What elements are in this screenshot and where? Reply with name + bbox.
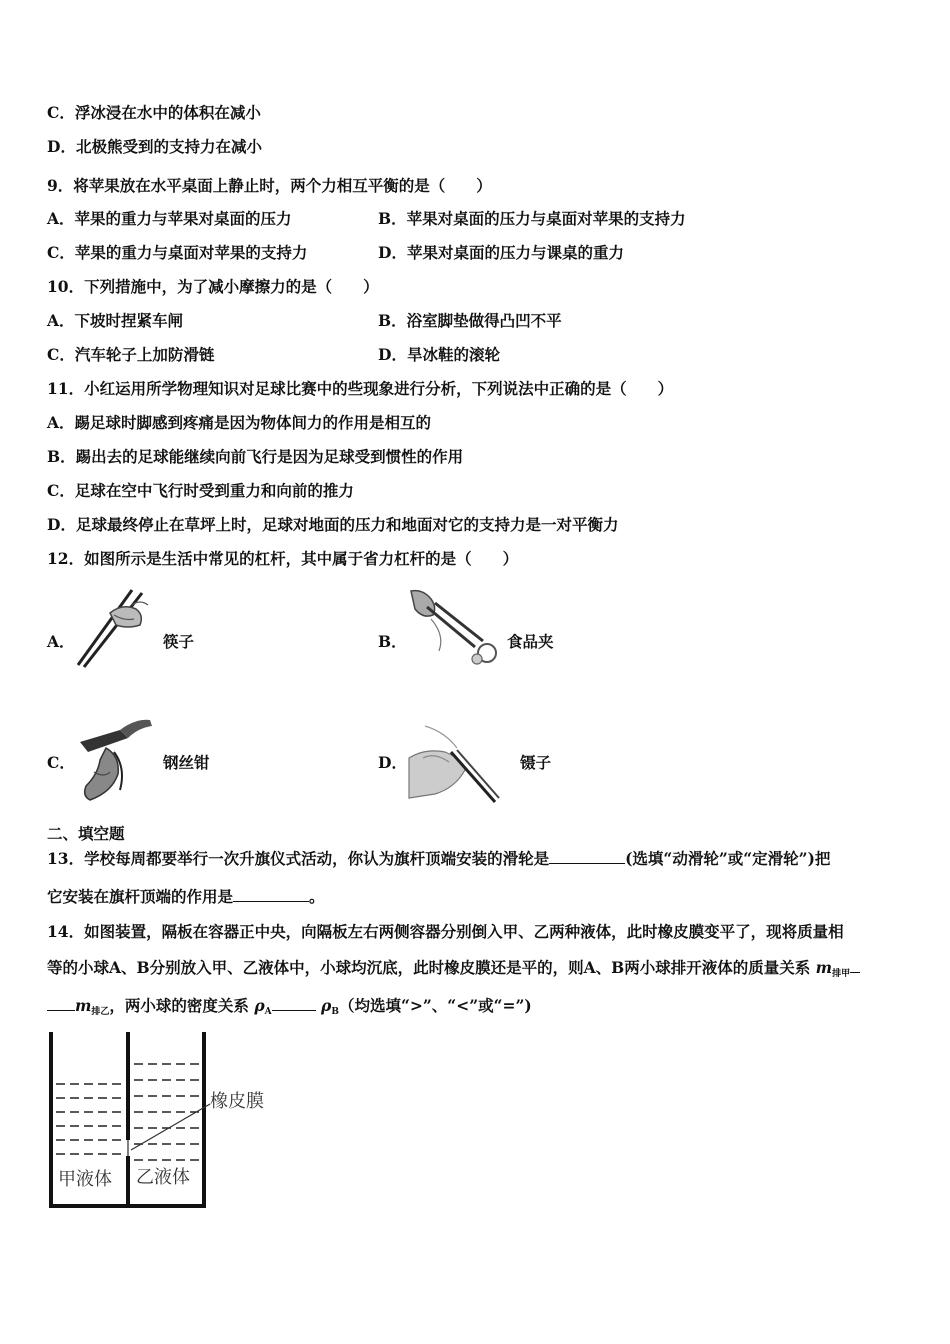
q12-option-d-letter: D． (378, 753, 407, 772)
q10-option-c: C．汽车轮子上加防滑链 (47, 345, 215, 364)
q9-option-b: B．苹果对桌面的压力与桌面对苹果的支持力 (378, 209, 686, 228)
q9-option-a: A．苹果的重力与苹果对桌面的压力 (47, 209, 292, 228)
q14-rho-b: ρ (321, 996, 332, 1015)
q9-option-d: D．苹果对桌面的压力与课桌的重力 (378, 243, 624, 262)
q13-text-4: 。 (309, 887, 325, 906)
q8-option-c: C．浮冰浸在水中的体积在减小 (47, 103, 261, 122)
q12-option-b-letter: B． (378, 632, 407, 651)
q14-m-yi: m (75, 996, 92, 1015)
label-liquid-jia: 甲液体 (58, 1169, 112, 1190)
q11-stem: 11．小红运用所学物理知识对足球比赛中的些现象进行分析，下列说法中正确的是（ ） (47, 379, 674, 398)
q14-m-jia: m (815, 958, 833, 977)
q13-line2 (47, 887, 325, 907)
food-tongs-image (405, 585, 500, 675)
q14-text-3: （均选填“>”、“<”或“=”) (338, 996, 532, 1015)
q14-blank-1a[interactable] (850, 958, 860, 973)
label-membrane: 橡皮膜 (210, 1091, 264, 1112)
q14-rho-a: ρ (254, 996, 265, 1015)
q11-option-c: C．足球在空中飞行时受到重力和向前的推力 (47, 481, 354, 500)
q14-text-1: 等的小球A、B分别放入甲、乙液体中，小球均沉底，此时橡皮膜还是平的，则A、B两小球排开液体的质量关系 (47, 958, 811, 977)
q12-option-c-label: 钢丝钳 (163, 753, 210, 772)
q10-option-a: A．下坡时捏紧车闸 (47, 311, 184, 330)
q13-line1 (47, 849, 830, 869)
q13-blank-2[interactable] (233, 887, 309, 902)
q14-blank-2[interactable] (272, 996, 316, 1011)
q14-blank-1b[interactable] (47, 996, 75, 1011)
q10-option-b: B．浴室脚垫做得凸凹不平 (378, 311, 562, 330)
q9-option-c: C．苹果的重力与桌面对苹果的支持力 (47, 243, 308, 262)
q14-line2 (47, 958, 860, 984)
q14-text-2: ，两小球的密度关系 (109, 996, 249, 1015)
q12-option-c-letter: C． (47, 753, 75, 772)
q13-text-3: 它安装在旗杆顶端的作用是 (47, 887, 234, 906)
chopsticks-image (70, 585, 155, 670)
q14-line3 (47, 996, 532, 1022)
q14-sub-jia: 排甲 (832, 969, 851, 979)
q13-blank-1[interactable] (549, 849, 625, 864)
q13-text-2: (选填“动滑轮”或“定滑轮”)把 (625, 849, 831, 868)
q12-option-a-letter: A． (47, 632, 75, 651)
q10-option-d: D．旱冰鞋的滚轮 (378, 345, 500, 364)
container-diagram (44, 1030, 284, 1215)
q12-option-d-label: 镊子 (520, 753, 552, 772)
q13-text-1: 13．学校每周都要举行一次升旗仪式活动，你认为旗杆顶端安装的滑轮是 (47, 849, 550, 868)
q14-sub-b: B (331, 1007, 339, 1017)
q14-line1: 14．如图装置，隔板在容器正中央，向隔板左右两侧容器分别倒入甲、乙两种液体，此时橡皮膜变平了，现将质量相 (47, 922, 844, 941)
q12-stem: 12．如图所示是生活中常见的杠杆，其中属于省力杠杆的是（ ） (47, 549, 519, 568)
q14-sub-a: A (264, 1007, 272, 1017)
q14-sub-yi: 排乙 (91, 1007, 110, 1017)
q11-option-b: B．踢出去的足球能继续向前飞行是因为足球受到惯性的作用 (47, 447, 464, 466)
q11-option-a: A．踢足球时脚感到疼痛是因为物体间力的作用是相互的 (47, 413, 432, 432)
q10-stem: 10．下列措施中，为了减小摩擦力的是（ ） (47, 277, 379, 296)
section-heading: 二、填空题 (47, 824, 125, 843)
q9-stem: 9．将苹果放在水平桌面上静止时，两个力相互平衡的是（ ） (47, 176, 492, 195)
wire-pliers-image (70, 712, 160, 804)
q12-option-b-label: 食品夹 (507, 632, 554, 651)
tweezers-image (405, 718, 515, 808)
q8-option-d: D．北极熊受到的支持力在减小 (47, 137, 262, 156)
q12-option-a-label: 筷子 (163, 632, 195, 651)
label-liquid-yi: 乙液体 (136, 1167, 190, 1188)
q11-option-d: D．足球最终停止在草坪上时，足球对地面的压力和地面对它的支持力是一对平衡力 (47, 515, 619, 534)
